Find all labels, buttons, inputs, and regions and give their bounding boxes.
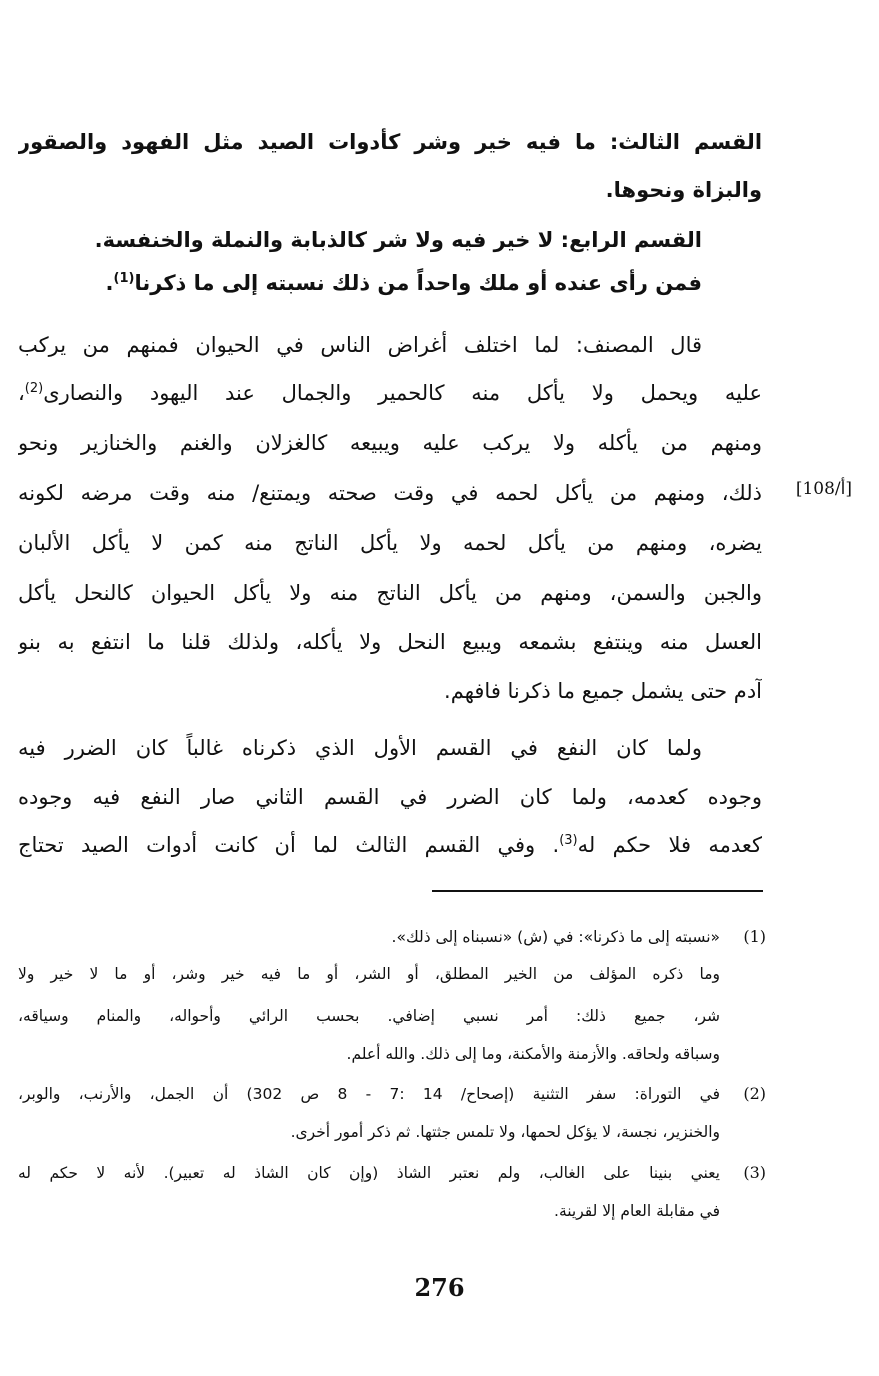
footnote-2-number: (2): [743, 1084, 766, 1103]
author-line-1: قال المصنف: لما اختلف أغراض الناس في الحيوان فمنهم من يركب: [18, 333, 702, 357]
last-line-3-end: . وفي القسم الثالث لما أن كانت أدوات الصيد تحتاج: [18, 833, 560, 857]
footnote-2-line-2: والخنزير، نجسة، لا يؤكل لحمها، ولا تلمس جثتها. ثم ذكر أمور أخرى.: [290, 1123, 720, 1141]
footnote-1-line-1: «نسبته إلى ما ذكرنا»: في (ش) «نسبناه إلى ذلك».: [391, 928, 720, 946]
conclusion-text: فمن رأى عنده أو ملك واحداً من ذلك نسبته إلى ما ذكرنا: [134, 271, 702, 295]
author-line-2-text: عليه ويحمل ولا يأكل منه كالحمير والجمال عند اليهود والنصارى: [43, 381, 762, 405]
last-line-3: [18, 830, 762, 862]
section3-line1: [18, 127, 762, 159]
author-line-4: ذلك، ومنهم من يأكل لحمه في وقت صحته ويمتنع/ منه وقت مرضه لكونه: [18, 481, 762, 505]
last-line-2: وجوده كعدمه، ولما كان الضرر في القسم الثاني صار النفع فيه وجوده: [18, 785, 762, 809]
footnote-1-line-4: وسباقه ولحاقه. والأزمنة والأمكنة، وما إلى ذلك. والله أعلم.: [346, 1045, 720, 1063]
conclusion-line: [18, 268, 702, 300]
footnote-1-line-2: وما ذكره المؤلف من الخير المطلق، أو الشر، أو ما فيه خير وشر، أو ما لا خير ولا: [18, 965, 720, 983]
footnote-separator: [432, 890, 763, 892]
last-line-3-start: كعدمه فلا حكم له: [577, 833, 762, 857]
author-line-2: [18, 378, 762, 410]
section4-line1: [18, 225, 702, 257]
section4-text: لا خير فيه ولا شر كالذبابة والنملة والخنفسة.: [94, 228, 554, 252]
footnote-1-number: (1): [743, 927, 766, 946]
footnote-2-line-1: في التوراة: سفر التثنية (إصحاح/ 14 :7 - 8 ص 302) أن الجمل، والأرنب، والوبر،: [18, 1085, 720, 1103]
page-number: 276: [414, 1273, 465, 1302]
section4-label: القسم الرابع:: [560, 228, 702, 252]
conclusion-end: .: [105, 271, 114, 295]
footnote-3-number: (3): [743, 1163, 766, 1182]
last-line-1: ولما كان النفع في القسم الأول الذي ذكرناه غالباً كان الضرر فيه: [18, 736, 702, 760]
footnote-ref-2: (2): [24, 381, 44, 396]
author-line-8: آدم حتى يشمل جميع ما ذكرنا فافهم.: [444, 679, 762, 703]
author-line-7: العسل منه وينتفع بشمعه ويبيع النحل ولا يأكله، ولذلك قلنا ما انتفع به بنو: [18, 630, 762, 654]
author-line-5: يضره، ومنهم من يأكل لحمه ولا يأكل الناتج منه كمن لا يأكل الألبان: [18, 531, 762, 555]
author-line-2-tail: ،: [18, 381, 25, 405]
section3-line2: والبزاة ونحوها.: [605, 178, 762, 202]
footnote-3-line-1: يعني بنينا على الغالب، ولم نعتبر الشاذ (وإن كان الشاذ له تعبير). لأنه لا حكم له: [18, 1164, 720, 1182]
footnote-1-line-3: شر، جميع ذلك: أمر نسبي إضافي. بحسب الرائي وأحواله، والمنام وسياقه،: [18, 1007, 720, 1025]
author-line-6: والجبن والسمن، ومنهم من يأكل الناتج منه ولا يأكل الحيوان كالنحل يأكل: [18, 581, 762, 605]
footnote-ref-1: (1): [113, 271, 135, 286]
section3-text: ما فيه خير وشر كأدوات الصيد مثل الفهود والصقور: [18, 130, 596, 154]
footnote-3-line-2: في مقابلة العام إلا لقرينة.: [554, 1202, 720, 1220]
section3-label: القسم الثالث:: [609, 130, 762, 154]
author-line-3: ومنهم من يأكله ولا يركب عليه ويبيعه كالغزلان والغنم والخنازير ونحو: [18, 431, 762, 455]
margin-folio-marker: [108/أ]: [795, 479, 852, 499]
footnote-ref-3: (3): [559, 833, 578, 848]
